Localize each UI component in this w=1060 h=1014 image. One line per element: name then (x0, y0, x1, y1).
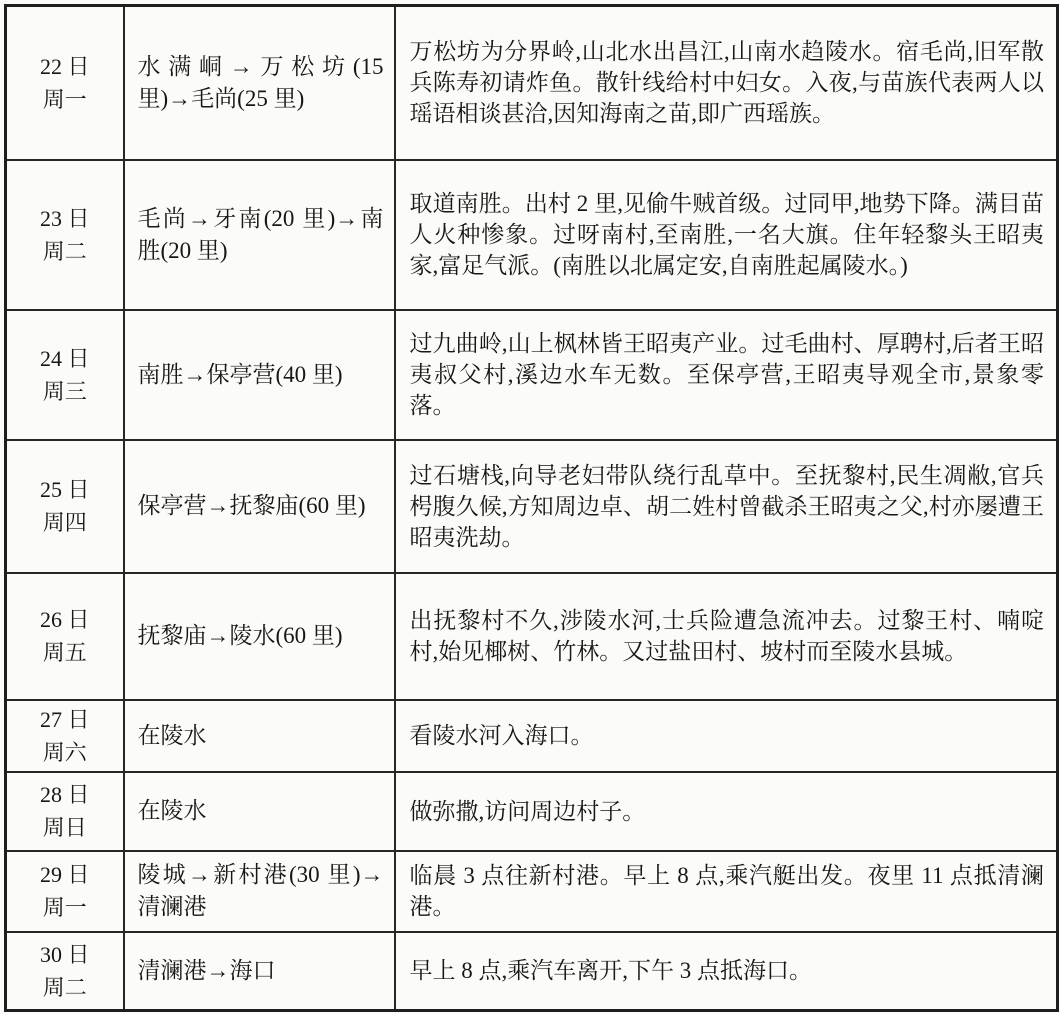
table-row (6, 573, 1058, 700)
table-row (6, 700, 1058, 772)
weekday-label: 周四 (42, 510, 87, 535)
note-cell: 出抚黎村不久,涉陵水河,士兵险遭急流冲去。过黎王村、喃啶村,始见椰树、竹林。又过盐田村、坡村而至陵水县城。 (395, 573, 1058, 700)
route-cell: 水满峒→万松坊(15 里)→毛尚(25 里) (124, 6, 395, 160)
date-cell (6, 160, 124, 310)
note-cell: 过九曲岭,山上枫林皆王昭夷产业。过毛曲村、厚聘村,后者王昭夷叔父村,溪边水车无数。至保亭营,王昭夷导观全市,景象零落。 (395, 310, 1058, 440)
date-label: 28 日 (39, 782, 90, 807)
itinerary-table (4, 4, 1059, 1012)
weekday-label: 周二 (42, 974, 87, 1000)
weekday-label: 周日 (42, 815, 87, 840)
route-cell: 清澜港→海口 (124, 932, 395, 1011)
date-label: 23 日 (39, 205, 90, 231)
weekday-label: 周一 (42, 895, 87, 920)
route-cell: 在陵水 (124, 700, 395, 772)
note-cell: 取道南胜。出村 2 里,见偷牛贼首级。过同甲,地势下降。满目苗人火种惨象。过呀南村,至南胜,一名大旗。住年轻黎头王昭夷家,富足气派。(南胜以北属定安,自南胜起属陵水。) (395, 160, 1058, 310)
route-cell: 陵城→新村港(30 里)→清澜港 (124, 851, 395, 932)
table-row (6, 160, 1058, 310)
route-cell: 在陵水 (124, 772, 395, 851)
table-row (6, 851, 1058, 932)
weekday-label: 周一 (42, 86, 87, 112)
route-cell: 抚黎庙→陵水(60 里) (124, 573, 395, 700)
table-row (6, 310, 1058, 440)
note-cell: 临晨 3 点往新村港。早上 8 点,乘汽艇出发。夜里 11 点抵清澜港。 (395, 851, 1058, 932)
note-cell: 早上 8 点,乘汽车离开,下午 3 点抵海口。 (395, 932, 1058, 1011)
table-row (6, 932, 1058, 1011)
date-label: 29 日 (39, 862, 90, 887)
date-label: 27 日 (39, 706, 90, 732)
note-cell: 做弥撒,访问周边村子。 (395, 772, 1058, 851)
date-label: 25 日 (39, 477, 90, 502)
weekday-label: 周三 (42, 378, 87, 404)
date-cell (6, 932, 124, 1011)
date-cell (6, 6, 124, 160)
route-cell: 毛尚→牙南(20 里)→南胜(20 里) (124, 160, 395, 310)
date-cell (6, 573, 124, 700)
note-cell: 过石塘栈,向导老妇带队绕行乱草中。至抚黎村,民生凋敝,官兵枵腹久候,方知周边卓、胡二姓村曾截杀王昭夷之父,村亦屡遭王昭夷洗劫。 (395, 440, 1058, 573)
date-cell (6, 700, 124, 772)
date-label: 24 日 (39, 345, 90, 371)
date-label: 26 日 (39, 607, 90, 632)
table-row (6, 440, 1058, 573)
date-cell (6, 772, 124, 851)
weekday-label: 周二 (42, 238, 87, 264)
weekday-label: 周五 (42, 640, 87, 665)
date-label: 22 日 (39, 53, 90, 79)
table-row (6, 772, 1058, 851)
date-label: 30 日 (39, 941, 90, 967)
note-cell: 看陵水河入海口。 (395, 700, 1058, 772)
date-cell (6, 440, 124, 573)
route-cell: 保亭营→抚黎庙(60 里) (124, 440, 395, 573)
note-cell: 万松坊为分界岭,山北水出昌江,山南水趋陵水。宿毛尚,旧军散兵陈寿初请炸鱼。散针线给村中妇女。入夜,与苗族代表两人以瑶语相谈甚洽,因知海南之苗,即广西瑶族。 (395, 6, 1058, 160)
route-cell: 南胜→保亭营(40 里) (124, 310, 395, 440)
table-row (6, 6, 1058, 160)
date-cell (6, 310, 124, 440)
weekday-label: 周六 (42, 739, 87, 765)
date-cell (6, 851, 124, 932)
